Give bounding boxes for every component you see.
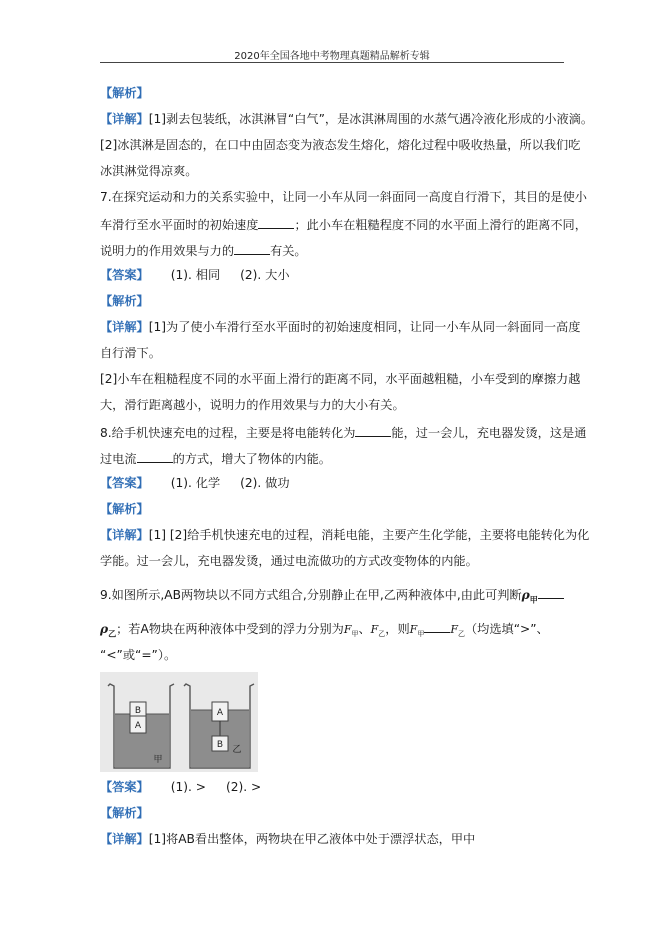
rho-jia-subscript: 甲 [529, 594, 538, 605]
q9-stem-text-2a: ；若A物块在两种液体中受到的浮力分别为 [116, 622, 344, 636]
q9-stem-text-2b: ，则 [385, 622, 410, 636]
beakers-figure [100, 672, 258, 772]
q7-stem-line-3 [100, 242, 570, 259]
q7-blank-1 [258, 216, 294, 229]
f-jia-letter: F [343, 623, 352, 636]
q9-answer-2: (2). > [225, 780, 262, 794]
f-yi-symbol [370, 623, 386, 639]
detail-tag: 【详解】 [100, 112, 149, 126]
q8-stem-text-2a: 过电流 [100, 452, 137, 466]
q8-stem-line-2 [100, 450, 570, 467]
rho-jia-letter: ρ [521, 588, 530, 602]
analysis-label [100, 86, 570, 101]
q7-detail-line-3: [2]小车在粗糙程度不同的水平面上滑行的距离不同，水平面越粗糙，小车受到的摩擦力越 [100, 372, 581, 386]
block-b-yi-label: B [216, 740, 224, 750]
q8-detail-line-2: 学能。过一会儿，充电器发烫，通过电流做功的方式改变物体的内能。 [100, 554, 478, 568]
q8-answer-line [100, 476, 570, 491]
q9-answer-line [100, 780, 570, 795]
q8-detail-text-1: [1] [2]给手机快速充电的过程，消耗电能，主要产生化学能，主要将电能转化为化 [148, 528, 590, 542]
q8-stem-line-1 [100, 424, 587, 441]
q8-blank-1 [355, 424, 391, 437]
label-jia: 甲 [153, 755, 163, 765]
q9-answer-1: (1). > [170, 780, 206, 794]
q9-stem-line-3: “<”或“=”）。 [100, 648, 177, 662]
f-yi-subscript: 乙 [378, 630, 386, 639]
q8-detail-line-1 [100, 528, 590, 543]
q8-blank-2 [137, 450, 173, 463]
q7-analysis-label [100, 294, 570, 309]
answer-tag: 【答案】 [100, 780, 149, 794]
rho-yi-subscript: 乙 [108, 628, 117, 639]
q9-blank-1 [538, 586, 564, 599]
page-header: 2020年全国各地中考物理真题精品解析专辑 [234, 51, 430, 62]
q9-detail-line-1 [100, 832, 570, 847]
q9-stem-text-2c: （均选填“>”、 [464, 622, 549, 636]
q7-detail-text-1a: [1]为了使小车滑行至水平面时的初始速度相同，让同一小车从同一斜面同一高度 [148, 320, 581, 334]
q7-detail-line-2: 自行滑下。 [100, 346, 161, 360]
detail-tag: 【详解】 [100, 832, 149, 846]
analysis-tag: 【解析】 [100, 502, 149, 516]
q7-stem-line-2 [100, 216, 587, 233]
q8-answer-1: (1). 化学 [170, 476, 221, 490]
block-b-jia-label: B [134, 706, 142, 716]
f-yi2-letter: F [450, 623, 458, 636]
q7-stem-line-1: 7.在探究运动和力的关系实验中，让同一小车从同一斜面同一高度自行滑下，其目的是使小 [100, 190, 587, 204]
analysis-tag: 【解析】 [100, 806, 149, 820]
q7-stem-text-2a: 车滑行至水平面时的初始速度 [100, 218, 259, 232]
answer-tag: 【答案】 [100, 268, 149, 282]
f-jia2-symbol [409, 623, 425, 639]
f-yi2-symbol [450, 623, 465, 639]
rho-yi-letter: ρ [100, 622, 109, 636]
rho-jia-symbol [521, 588, 538, 605]
q7-blank-2 [234, 242, 270, 255]
q8-answer-2: (2). 做功 [240, 476, 290, 490]
q8-stem-text-2b: 的方式，增大了物体的内能。 [172, 452, 331, 466]
q9-stem-line-1 [100, 586, 570, 607]
q7-stem-text-2b: ；此小车在粗糙程度不同的水平面上滑行的距离不同， [294, 218, 587, 232]
q7-detail-line-1 [100, 320, 581, 335]
rho-yi-symbol [100, 622, 117, 639]
q6-detail-line-2: [2]冰淇淋是固态的，在口中由固态变为液态发生熔化，熔化过程中吸收热量，所以我们吃 [100, 138, 581, 152]
f-jia2-letter: F [409, 623, 418, 636]
q7-answer-2: (2). 大小 [240, 268, 290, 282]
header-divider [100, 62, 564, 63]
detail-tag: 【详解】 [100, 528, 149, 542]
f-separator: 、 [358, 622, 371, 636]
q7-detail-line-4: 大，滑行距离越小，说明力的作用效果与力的大小有关。 [100, 398, 405, 412]
q7-stem-text-3a: 说明力的作用效果与力的 [100, 244, 235, 258]
f-yi-letter: F [370, 623, 379, 636]
q9-stem-text-1: 9.如图所示,AB两物块以不同方式组合,分别静止在甲,乙两种液体中,由此可判断 [100, 588, 522, 602]
q7-answer-1: (1). 相同 [170, 268, 221, 282]
q8-analysis-label [100, 502, 570, 517]
q8-stem-text-1a: 8.给手机快速充电的过程，主要是将电能转化为 [100, 426, 356, 440]
f-jia-subscript: 甲 [351, 630, 359, 639]
q6-detail-text-1: [1]剥去包装纸，冰淇淋冒“白气”，是冰淇淋周围的水蒸气遇冷液化形成的小液滴。 [148, 112, 594, 126]
q6-detail-line-3: 冰淇淋觉得凉爽。 [100, 164, 198, 178]
detail-tag: 【详解】 [100, 320, 149, 334]
q9-detail-text-1: [1]将AB看出整体，两物块在甲乙液体中处于漂浮状态，甲中 [148, 832, 476, 846]
q9-blank-2 [424, 620, 450, 633]
block-a-jia-label: A [134, 721, 142, 731]
analysis-tag: 【解析】 [100, 86, 149, 100]
f-yi2-subscript: 乙 [457, 630, 465, 639]
analysis-tag: 【解析】 [100, 294, 149, 308]
f-jia2-subscript: 甲 [417, 630, 425, 639]
label-yi: 乙 [232, 745, 242, 755]
answer-tag: 【答案】 [100, 476, 149, 490]
q8-stem-text-1b: 能，过一会儿，充电器发烫，这是通 [391, 426, 587, 440]
f-jia-symbol [343, 623, 359, 639]
q9-stem-line-2 [100, 620, 570, 642]
block-a-yi-label: A [216, 708, 224, 718]
q7-answer-line [100, 268, 570, 283]
q6-detail-line-1 [100, 112, 594, 127]
q9-analysis-label [100, 806, 570, 821]
q7-stem-text-3b: 有关。 [270, 244, 307, 258]
